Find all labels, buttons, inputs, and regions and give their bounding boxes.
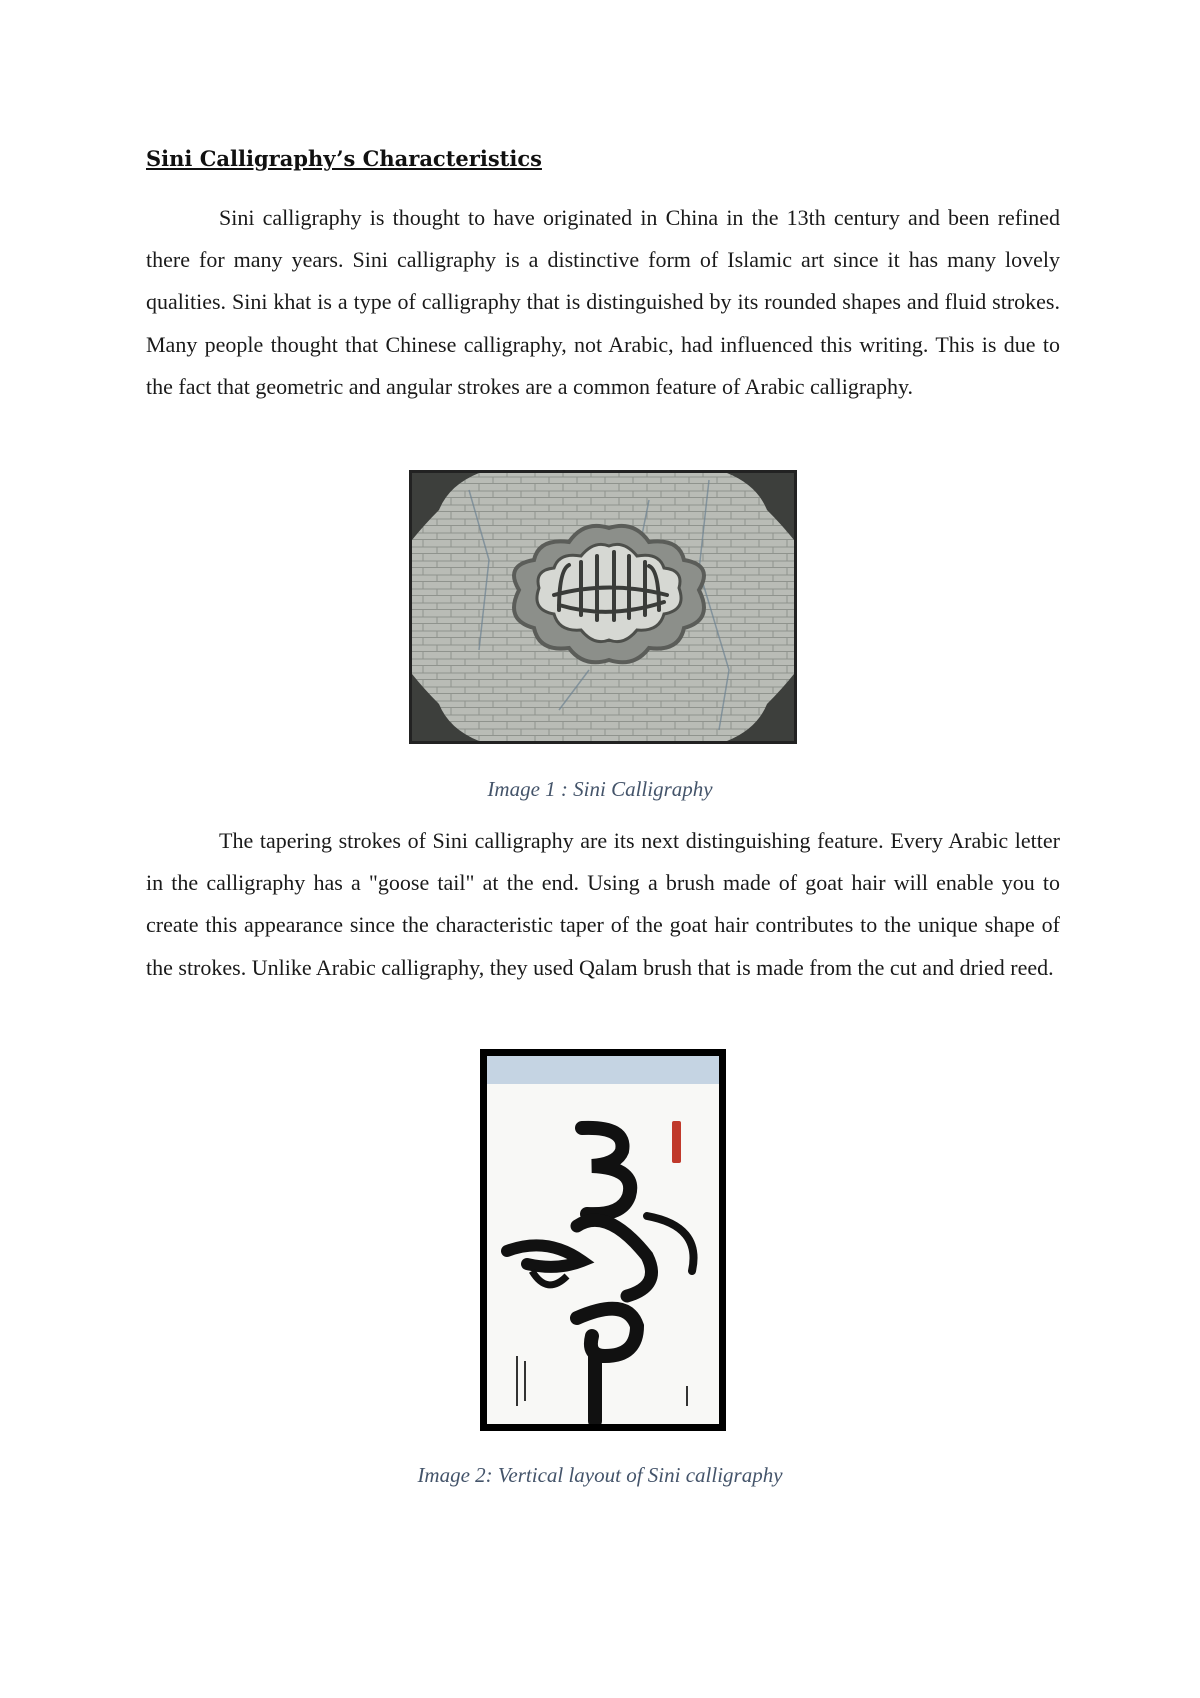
- paragraph-1: Sini calligraphy is thought to have originated in China in the 13th century and been refined there for many years. Sini calligraphy is a distinctive form of Islamic art since it has many lovely qualities. Sini khat is a type of calligraphy that is distinguished by its rounded shapes and fluid strokes. Many people thought that Chinese calligraphy, not Arabic, had influenced this writing. This is due to the fact that geometric and angular strokes are a common feature of Arabic calligraphy.: [146, 205, 1060, 399]
- vertical-scroll-illustration: [487, 1056, 719, 1424]
- image-1-caption: Image 1 : Sini Calligraphy: [487, 777, 713, 801]
- section-heading: Sini Calligraphy’s Characteristics: [146, 146, 542, 171]
- image-1-sini-calligraphy-panel: [409, 470, 797, 744]
- image-2-vertical-sini-calligraphy: [480, 1049, 726, 1431]
- paragraph-2: The tapering strokes of Sini calligraphy are its next distinguishing feature. Every Arabic letter in the calligraphy has a "goose tail" at the end. Using a brush made of goat hair will enable you to create this appearance since the characteristic taper of the goat hair contributes to the unique shape of the strokes. Unlike Arabic calligraphy, they used Qalam brush that is made from the cut and dried reed.: [146, 828, 1060, 980]
- stone-panel-illustration: [409, 470, 797, 744]
- image-2-caption: Image 2: Vertical layout of Sini calligraphy: [417, 1463, 783, 1487]
